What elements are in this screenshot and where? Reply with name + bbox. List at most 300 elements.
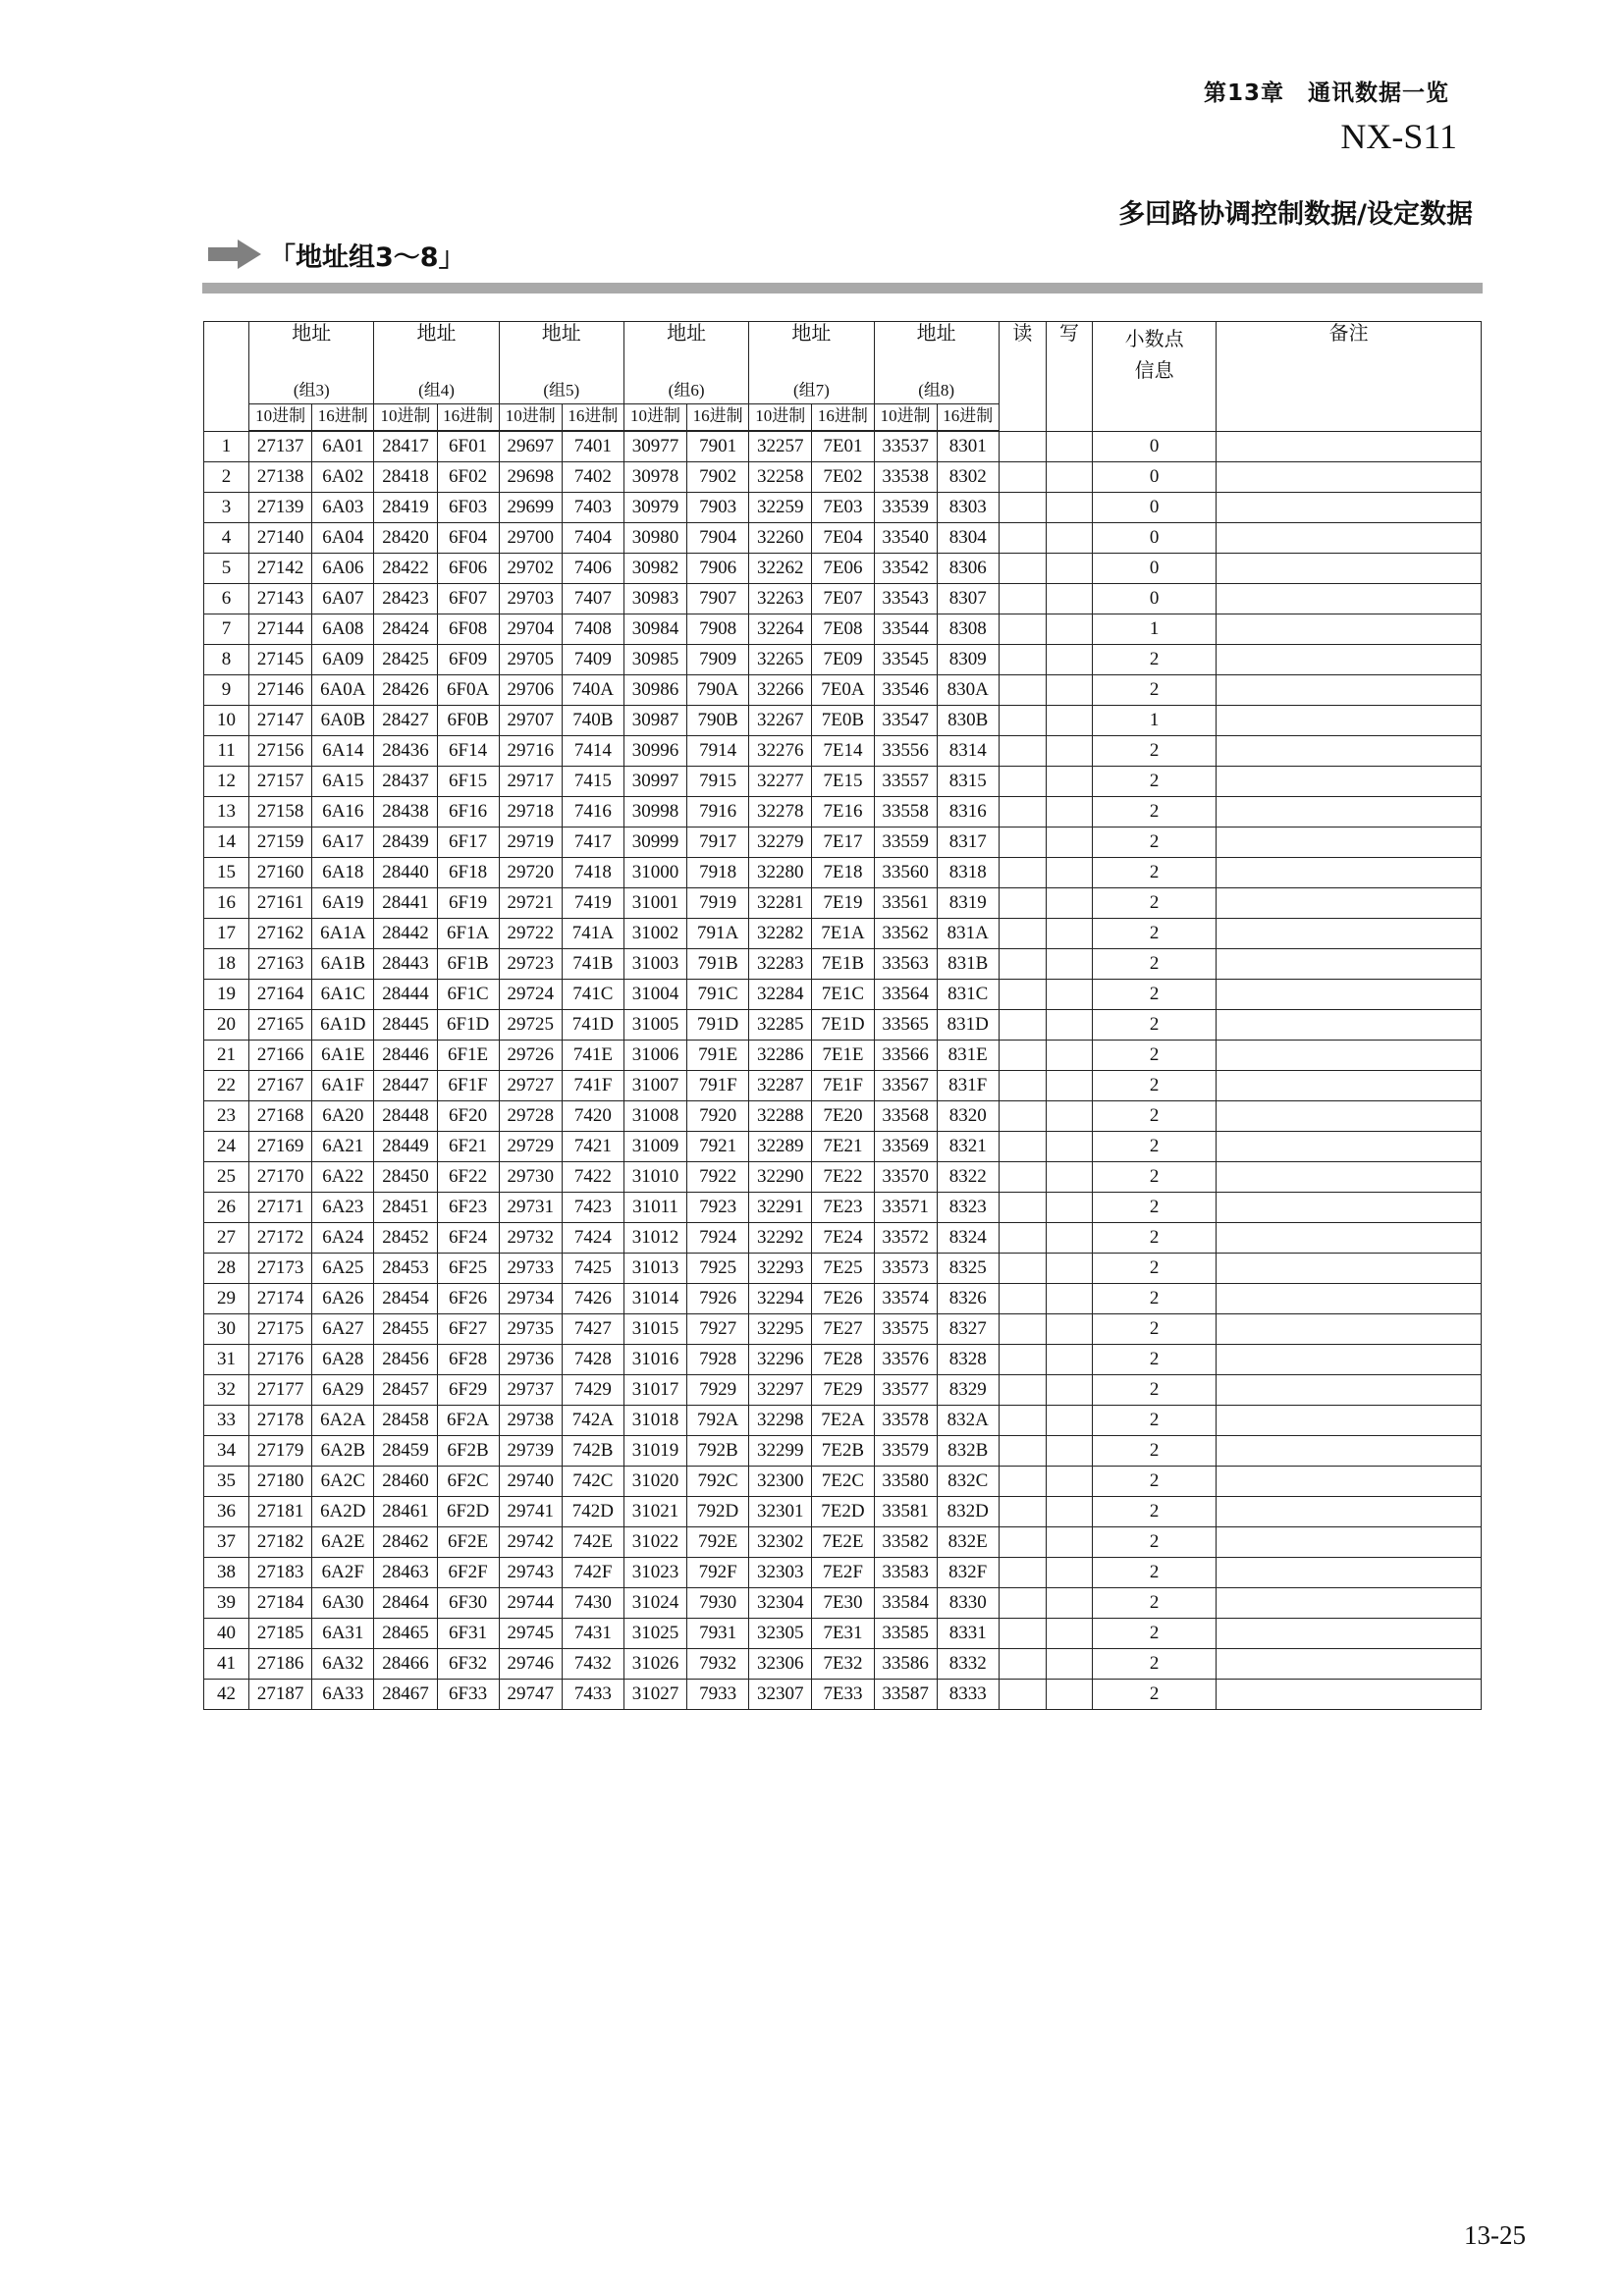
remarks-cell	[1217, 645, 1482, 675]
addr-dec-g4: 28443	[374, 949, 437, 980]
addr-dec-g5: 29737	[499, 1375, 562, 1406]
table-row	[204, 1406, 1482, 1436]
write-cell	[1046, 706, 1092, 736]
addr-hex-g7: 7E2F	[812, 1558, 874, 1588]
addr-hex-g6: 792B	[687, 1436, 749, 1467]
row-index: 34	[204, 1436, 249, 1467]
remarks-cell	[1217, 797, 1482, 828]
addr-dec-g5: 29703	[499, 584, 562, 614]
addr-hex-g3: 6A25	[312, 1254, 374, 1284]
addr-dec-g5: 29698	[499, 462, 562, 493]
remarks-cell	[1217, 1436, 1482, 1467]
header-address-label: 地址	[292, 323, 332, 345]
addr-dec-g4: 28418	[374, 462, 437, 493]
addr-hex-g3: 6A28	[312, 1345, 374, 1375]
addr-hex-g3: 6A17	[312, 828, 374, 858]
addr-hex-g5: 7401	[562, 431, 623, 462]
addr-dec-g7: 32260	[749, 523, 812, 554]
addr-hex-g5: 7429	[562, 1375, 623, 1406]
addr-dec-g7: 32263	[749, 584, 812, 614]
addr-hex-g6: 7904	[687, 523, 749, 554]
addr-dec-g6: 30980	[623, 523, 686, 554]
remarks-cell	[1217, 1467, 1482, 1497]
header-address-group3	[249, 322, 374, 380]
decimal-info-cell: 2	[1092, 1497, 1216, 1527]
read-cell	[999, 1041, 1046, 1071]
table-row	[204, 1254, 1482, 1284]
table-row	[204, 1041, 1482, 1071]
addr-dec-g3: 27160	[249, 858, 312, 888]
addr-dec-g5: 29727	[499, 1071, 562, 1101]
remarks-cell	[1217, 1406, 1482, 1436]
addr-dec-g3: 27138	[249, 462, 312, 493]
addr-dec-g8: 33569	[874, 1132, 937, 1162]
addr-dec-g5: 29725	[499, 1010, 562, 1041]
addr-hex-g5: 7406	[562, 554, 623, 584]
addr-dec-g5: 29700	[499, 523, 562, 554]
table-row	[204, 736, 1482, 767]
addr-hex-g4: 6F26	[437, 1284, 499, 1314]
addr-dec-g7: 32262	[749, 554, 812, 584]
table-row	[204, 828, 1482, 858]
header-address-label: 地址	[416, 323, 457, 345]
addr-dec-g8: 33571	[874, 1193, 937, 1223]
remarks-cell	[1217, 1558, 1482, 1588]
table-row	[204, 858, 1482, 888]
addr-hex-g8: 8306	[937, 554, 999, 584]
addr-hex-g7: 7E14	[812, 736, 874, 767]
read-cell	[999, 1254, 1046, 1284]
write-cell	[1046, 1010, 1092, 1041]
addr-hex-g8: 8333	[937, 1680, 999, 1710]
addr-hex-g7: 7E1C	[812, 980, 874, 1010]
addr-dec-g6: 30979	[623, 493, 686, 523]
addr-dec-g6: 31026	[623, 1649, 686, 1680]
addr-hex-g5: 7414	[562, 736, 623, 767]
addr-hex-g5: 740A	[562, 675, 623, 706]
addr-dec-g3: 27181	[249, 1497, 312, 1527]
remarks-cell	[1217, 1254, 1482, 1284]
addr-dec-g8: 33560	[874, 858, 937, 888]
addr-hex-g6: 7929	[687, 1375, 749, 1406]
addr-dec-g5: 29744	[499, 1588, 562, 1619]
addr-hex-g4: 6F06	[437, 554, 499, 584]
decimal-info-cell: 2	[1092, 1436, 1216, 1467]
decimal-info-cell: 2	[1092, 1071, 1216, 1101]
decimal-info-cell: 2	[1092, 858, 1216, 888]
read-cell	[999, 1345, 1046, 1375]
addr-dec-g7: 32265	[749, 645, 812, 675]
addr-hex-g4: 6F09	[437, 645, 499, 675]
read-cell	[999, 584, 1046, 614]
addr-hex-g8: 8329	[937, 1375, 999, 1406]
addr-dec-g6: 31018	[623, 1406, 686, 1436]
addr-dec-g5: 29734	[499, 1284, 562, 1314]
addr-dec-g8: 33547	[874, 706, 937, 736]
row-index: 24	[204, 1132, 249, 1162]
addr-hex-g4: 6F1A	[437, 919, 499, 949]
addr-hex-g5: 7404	[562, 523, 623, 554]
addr-hex-g8: 8327	[937, 1314, 999, 1345]
write-cell	[1046, 523, 1092, 554]
addr-hex-g8: 832E	[937, 1527, 999, 1558]
addr-dec-g6: 31007	[623, 1071, 686, 1101]
addr-hex-g7: 7E0B	[812, 706, 874, 736]
read-cell	[999, 1497, 1046, 1527]
remarks-cell	[1217, 1223, 1482, 1254]
decimal-info-cell: 2	[1092, 1254, 1216, 1284]
addr-hex-g4: 6F08	[437, 614, 499, 645]
row-index: 5	[204, 554, 249, 584]
table-row	[204, 1193, 1482, 1223]
decimal-info-cell: 0	[1092, 523, 1216, 554]
read-cell	[999, 1680, 1046, 1710]
remarks-cell	[1217, 1375, 1482, 1406]
model-name: NX-S11	[1340, 117, 1457, 156]
addr-hex-g5: 7431	[562, 1619, 623, 1649]
write-cell	[1046, 614, 1092, 645]
table-row	[204, 584, 1482, 614]
addr-hex-g8: 8304	[937, 523, 999, 554]
addr-dec-g3: 27174	[249, 1284, 312, 1314]
write-cell	[1046, 1588, 1092, 1619]
row-index: 2	[204, 462, 249, 493]
addr-dec-g4: 28436	[374, 736, 437, 767]
addr-hex-g4: 6F33	[437, 1680, 499, 1710]
addr-hex-g4: 6F22	[437, 1162, 499, 1193]
addr-hex-g3: 6A30	[312, 1588, 374, 1619]
addr-hex-g3: 6A07	[312, 584, 374, 614]
addr-hex-g7: 7E2C	[812, 1467, 874, 1497]
addr-dec-g8: 33587	[874, 1680, 937, 1710]
addr-dec-g7: 32288	[749, 1101, 812, 1132]
addr-hex-g6: 7906	[687, 554, 749, 584]
decimal-info-cell: 2	[1092, 1345, 1216, 1375]
decimal-info-cell: 2	[1092, 1314, 1216, 1345]
addr-hex-g5: 7408	[562, 614, 623, 645]
addr-dec-g3: 27183	[249, 1558, 312, 1588]
addr-hex-g3: 6A0A	[312, 675, 374, 706]
read-cell	[999, 767, 1046, 797]
remarks-cell	[1217, 614, 1482, 645]
write-cell	[1046, 1254, 1092, 1284]
addr-hex-g4: 6F17	[437, 828, 499, 858]
header-hex: 16进制	[437, 404, 499, 432]
decimal-info-cell: 2	[1092, 1010, 1216, 1041]
header-group-name: (组7)	[749, 379, 874, 404]
table-row	[204, 1132, 1482, 1162]
addr-dec-g5: 29740	[499, 1467, 562, 1497]
write-cell	[1046, 980, 1092, 1010]
addr-hex-g3: 6A21	[312, 1132, 374, 1162]
addr-hex-g8: 8309	[937, 645, 999, 675]
table-row	[204, 1497, 1482, 1527]
write-cell	[1046, 1284, 1092, 1314]
addr-dec-g4: 28458	[374, 1406, 437, 1436]
addr-hex-g8: 8323	[937, 1193, 999, 1223]
addr-dec-g3: 27173	[249, 1254, 312, 1284]
remarks-cell	[1217, 828, 1482, 858]
remarks-cell	[1217, 888, 1482, 919]
addr-hex-g3: 6A2C	[312, 1467, 374, 1497]
read-cell	[999, 949, 1046, 980]
header-decimal: 10进制	[749, 404, 812, 432]
table-row	[204, 1223, 1482, 1254]
addr-hex-g5: 7427	[562, 1314, 623, 1345]
addr-dec-g7: 32267	[749, 706, 812, 736]
write-cell	[1046, 1132, 1092, 1162]
addr-hex-g8: 8302	[937, 462, 999, 493]
addr-dec-g7: 32283	[749, 949, 812, 980]
remarks-cell	[1217, 736, 1482, 767]
addr-dec-g6: 31013	[623, 1254, 686, 1284]
addr-dec-g8: 33556	[874, 736, 937, 767]
addr-dec-g3: 27161	[249, 888, 312, 919]
addr-hex-g5: 7423	[562, 1193, 623, 1223]
table-row	[204, 1345, 1482, 1375]
addr-hex-g7: 7E32	[812, 1649, 874, 1680]
addr-hex-g7: 7E28	[812, 1345, 874, 1375]
table-row	[204, 1436, 1482, 1467]
header-address-group7	[749, 322, 874, 380]
addr-hex-g6: 792C	[687, 1467, 749, 1497]
addr-hex-g8: 831C	[937, 980, 999, 1010]
addr-dec-g5: 29731	[499, 1193, 562, 1223]
remarks-cell	[1217, 1680, 1482, 1710]
addr-dec-g8: 33543	[874, 584, 937, 614]
write-cell	[1046, 736, 1092, 767]
addr-hex-g6: 7903	[687, 493, 749, 523]
addr-dec-g5: 29719	[499, 828, 562, 858]
addr-hex-g5: 7422	[562, 1162, 623, 1193]
write-cell	[1046, 584, 1092, 614]
addr-dec-g6: 30983	[623, 584, 686, 614]
header-group-name: (组6)	[623, 379, 748, 404]
table-row	[204, 614, 1482, 645]
addr-hex-g8: 8318	[937, 858, 999, 888]
addr-dec-g6: 31027	[623, 1680, 686, 1710]
addr-dec-g8: 33544	[874, 614, 937, 645]
read-cell	[999, 1132, 1046, 1162]
addr-hex-g6: 792F	[687, 1558, 749, 1588]
addr-hex-g7: 7E2D	[812, 1497, 874, 1527]
row-index: 4	[204, 523, 249, 554]
addr-dec-g3: 27177	[249, 1375, 312, 1406]
addr-dec-g4: 28459	[374, 1436, 437, 1467]
addr-dec-g4: 28438	[374, 797, 437, 828]
addr-hex-g8: 8319	[937, 888, 999, 919]
addr-dec-g4: 28446	[374, 1041, 437, 1071]
addr-hex-g7: 7E07	[812, 584, 874, 614]
addr-hex-g8: 8331	[937, 1619, 999, 1649]
addr-dec-g8: 33578	[874, 1406, 937, 1436]
addr-dec-g7: 32304	[749, 1588, 812, 1619]
addr-hex-g6: 791E	[687, 1041, 749, 1071]
addr-hex-g6: 792D	[687, 1497, 749, 1527]
addr-hex-g4: 6F04	[437, 523, 499, 554]
addr-dec-g8: 33580	[874, 1467, 937, 1497]
addr-hex-g8: 832A	[937, 1406, 999, 1436]
remarks-cell	[1217, 1041, 1482, 1071]
addr-dec-g5: 29745	[499, 1619, 562, 1649]
addr-dec-g7: 32303	[749, 1558, 812, 1588]
header-address-label: 地址	[667, 323, 707, 345]
addr-dec-g8: 33584	[874, 1588, 937, 1619]
write-cell	[1046, 1649, 1092, 1680]
addr-hex-g4: 6F2B	[437, 1436, 499, 1467]
addr-dec-g4: 28449	[374, 1132, 437, 1162]
addr-hex-g4: 6F1C	[437, 980, 499, 1010]
addr-dec-g3: 27170	[249, 1162, 312, 1193]
addr-hex-g8: 8320	[937, 1101, 999, 1132]
addr-dec-g3: 27169	[249, 1132, 312, 1162]
row-index: 38	[204, 1558, 249, 1588]
addr-dec-g6: 31023	[623, 1558, 686, 1588]
addr-dec-g3: 27182	[249, 1527, 312, 1558]
remarks-cell	[1217, 1071, 1482, 1101]
table-row	[204, 706, 1482, 736]
addr-dec-g6: 31002	[623, 919, 686, 949]
addr-dec-g4: 28420	[374, 523, 437, 554]
table-row	[204, 1467, 1482, 1497]
decimal-info-cell: 2	[1092, 1193, 1216, 1223]
addr-dec-g3: 27162	[249, 919, 312, 949]
addr-hex-g6: 7928	[687, 1345, 749, 1375]
addr-dec-g8: 33568	[874, 1101, 937, 1132]
addr-dec-g4: 28440	[374, 858, 437, 888]
addr-hex-g7: 7E1D	[812, 1010, 874, 1041]
addr-dec-g3: 27166	[249, 1041, 312, 1071]
addr-dec-g3: 27156	[249, 736, 312, 767]
read-cell	[999, 1071, 1046, 1101]
write-cell	[1046, 1101, 1092, 1132]
write-cell	[1046, 888, 1092, 919]
read-cell	[999, 1406, 1046, 1436]
addr-dec-g6: 31012	[623, 1223, 686, 1254]
addr-dec-g8: 33538	[874, 462, 937, 493]
page-number: 13-25	[1464, 2220, 1526, 2250]
addr-hex-g5: 740B	[562, 706, 623, 736]
addr-dec-g7: 32282	[749, 919, 812, 949]
addr-hex-g4: 6F2C	[437, 1467, 499, 1497]
addr-dec-g6: 31017	[623, 1375, 686, 1406]
addr-dec-g7: 32285	[749, 1010, 812, 1041]
remarks-cell	[1217, 919, 1482, 949]
addr-dec-g6: 30978	[623, 462, 686, 493]
addr-dec-g6: 30986	[623, 675, 686, 706]
decimal-info-cell: 2	[1092, 1406, 1216, 1436]
row-index: 19	[204, 980, 249, 1010]
row-index: 41	[204, 1649, 249, 1680]
addr-dec-g5: 29735	[499, 1314, 562, 1345]
addr-hex-g4: 6F01	[437, 431, 499, 462]
read-cell	[999, 1314, 1046, 1345]
row-index: 12	[204, 767, 249, 797]
addr-hex-g5: 7433	[562, 1680, 623, 1710]
header-remarks: 备注	[1217, 322, 1482, 432]
row-index: 23	[204, 1101, 249, 1132]
addr-dec-g5: 29736	[499, 1345, 562, 1375]
addr-hex-g4: 6F24	[437, 1223, 499, 1254]
addr-hex-g4: 6F0B	[437, 706, 499, 736]
read-cell	[999, 888, 1046, 919]
addr-hex-g4: 6F21	[437, 1132, 499, 1162]
addr-dec-g7: 32296	[749, 1345, 812, 1375]
table-row	[204, 980, 1482, 1010]
addr-dec-g3: 27171	[249, 1193, 312, 1223]
addr-hex-g5: 7415	[562, 767, 623, 797]
header-decimal-info	[1092, 322, 1216, 432]
addr-dec-g4: 28419	[374, 493, 437, 523]
write-cell	[1046, 949, 1092, 980]
addr-dec-g6: 30998	[623, 797, 686, 828]
addr-dec-g4: 28422	[374, 554, 437, 584]
table-row	[204, 1162, 1482, 1193]
addr-hex-g3: 6A1B	[312, 949, 374, 980]
write-cell	[1046, 645, 1092, 675]
remarks-cell	[1217, 1649, 1482, 1680]
addr-hex-g7: 7E33	[812, 1680, 874, 1710]
addr-dec-g5: 29720	[499, 858, 562, 888]
write-cell	[1046, 493, 1092, 523]
addr-hex-g8: 830B	[937, 706, 999, 736]
addr-dec-g4: 28461	[374, 1497, 437, 1527]
addr-dec-g8: 33559	[874, 828, 937, 858]
addr-dec-g8: 33539	[874, 493, 937, 523]
read-cell	[999, 1527, 1046, 1558]
addr-dec-g8: 33537	[874, 431, 937, 462]
row-index: 40	[204, 1619, 249, 1649]
decimal-info-cell: 2	[1092, 645, 1216, 675]
addr-hex-g8: 831A	[937, 919, 999, 949]
addr-hex-g4: 6F23	[437, 1193, 499, 1223]
addr-hex-g7: 7E0A	[812, 675, 874, 706]
addr-hex-g8: 8332	[937, 1649, 999, 1680]
write-cell	[1046, 1375, 1092, 1406]
row-index: 3	[204, 493, 249, 523]
addr-hex-g5: 7416	[562, 797, 623, 828]
addr-dec-g8: 33579	[874, 1436, 937, 1467]
addr-hex-g3: 6A27	[312, 1314, 374, 1345]
addr-dec-g4: 28452	[374, 1223, 437, 1254]
addr-hex-g6: 792E	[687, 1527, 749, 1558]
addr-dec-g8: 33546	[874, 675, 937, 706]
addr-dec-g7: 32258	[749, 462, 812, 493]
addr-hex-g6: 7920	[687, 1101, 749, 1132]
addr-dec-g3: 27159	[249, 828, 312, 858]
write-cell	[1046, 1527, 1092, 1558]
addr-dec-g8: 33542	[874, 554, 937, 584]
addr-dec-g4: 28466	[374, 1649, 437, 1680]
addr-hex-g5: 741F	[562, 1071, 623, 1101]
addr-dec-g3: 27176	[249, 1345, 312, 1375]
addr-dec-g7: 32279	[749, 828, 812, 858]
addr-dec-g7: 32277	[749, 767, 812, 797]
addr-hex-g3: 6A09	[312, 645, 374, 675]
addr-dec-g3: 27163	[249, 949, 312, 980]
addr-hex-g7: 7E31	[812, 1619, 874, 1649]
addr-hex-g3: 6A20	[312, 1101, 374, 1132]
header-address-group8	[874, 322, 999, 380]
addr-dec-g7: 32257	[749, 431, 812, 462]
addr-hex-g7: 7E1A	[812, 919, 874, 949]
addr-dec-g6: 31019	[623, 1436, 686, 1467]
addr-dec-g5: 29726	[499, 1041, 562, 1071]
addr-hex-g6: 7908	[687, 614, 749, 645]
remarks-cell	[1217, 462, 1482, 493]
decimal-info-cell: 1	[1092, 706, 1216, 736]
write-cell	[1046, 1619, 1092, 1649]
